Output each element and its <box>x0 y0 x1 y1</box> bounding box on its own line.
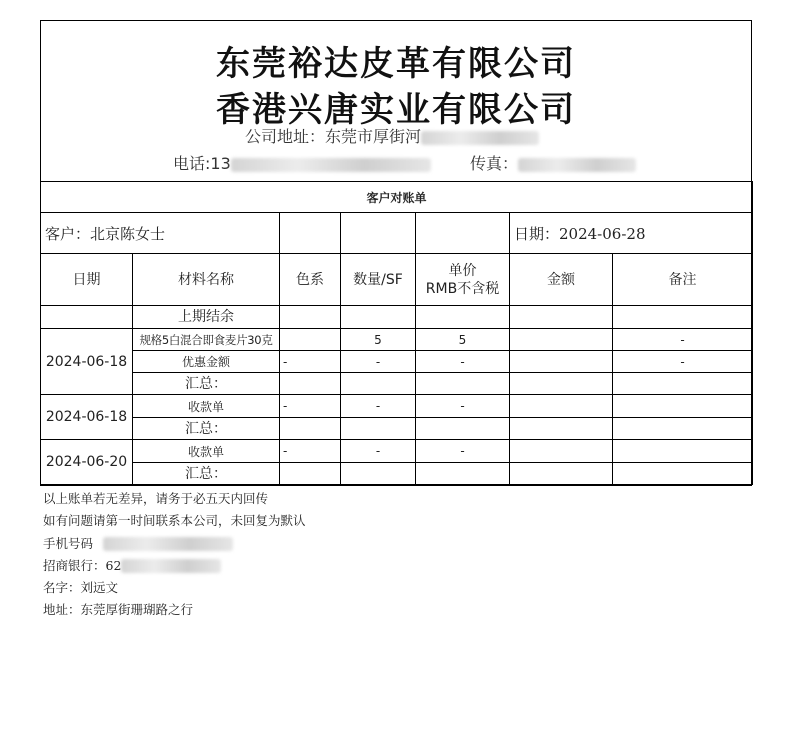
letterhead <box>40 20 752 181</box>
company-address <box>245 124 539 147</box>
table-cell <box>341 418 416 440</box>
table-cell <box>510 373 613 395</box>
table-cell <box>416 373 510 395</box>
header-blank <box>280 213 341 254</box>
note-address: 地址：东莞厚街珊瑚路之行 <box>43 602 194 618</box>
note-mobile <box>43 533 306 555</box>
receipt-price: - <box>416 440 510 463</box>
item-remark: - <box>613 329 753 351</box>
group2-date: 2024-06-18 <box>41 395 133 440</box>
table-cell <box>510 306 613 329</box>
fax-label: 传真： <box>470 154 519 173</box>
receipt-color: - <box>280 440 341 463</box>
table-cell <box>280 329 341 351</box>
table-cell <box>280 463 341 485</box>
table-cell <box>613 418 753 440</box>
receipt-qty: - <box>341 395 416 418</box>
receipt-color: - <box>280 395 341 418</box>
receipt-label: 收款单 <box>133 440 280 463</box>
note-confirm: 以上账单若无差异，请务于必五天内回传 <box>43 491 269 506</box>
subtotal-label: 汇总： <box>133 418 280 440</box>
redacted-address <box>421 131 539 145</box>
table-cell <box>613 463 753 485</box>
table-cell <box>280 418 341 440</box>
redacted-fax <box>518 158 636 172</box>
mobile-label: 手机号码 <box>43 535 94 551</box>
col-date: 日期 <box>41 254 133 306</box>
col-qty: 数量/SF <box>341 254 416 306</box>
customer-label: 客户：北京陈女士 <box>41 213 280 254</box>
table-cell <box>510 395 613 418</box>
table-cell <box>613 440 753 463</box>
prev-balance-label: 上期结余 <box>133 306 280 329</box>
company-name-1: 东莞裕达皮革有限公司 <box>216 44 576 84</box>
redacted-bank <box>121 559 221 573</box>
col-unit-price-line1: 单价 <box>448 262 477 279</box>
table-cell <box>510 418 613 440</box>
table-cell <box>510 440 613 463</box>
note-bank <box>43 555 306 577</box>
statement-date: 日期：2024-06-28 <box>510 213 753 254</box>
col-amount: 金额 <box>510 254 613 306</box>
phone-label: 电话:13 <box>173 154 231 173</box>
table-cell <box>341 463 416 485</box>
note-contact: 如有问题请第一时间联系本公司，未回复为默认 <box>43 513 306 529</box>
discount-label: 优惠金额 <box>133 351 280 373</box>
group1-date: 2024-06-18 <box>41 329 133 395</box>
statement-title: 客户对账单 <box>41 182 753 213</box>
note-name: 名字：刘远文 <box>43 580 119 596</box>
item-price: 5 <box>416 329 510 351</box>
header-blank <box>341 213 416 254</box>
redacted-phone <box>231 158 431 172</box>
item-name: 规格5白混合即食麦片30克 <box>133 329 280 351</box>
item-qty: 5 <box>341 329 416 351</box>
table-cell <box>613 306 753 329</box>
table-cell <box>280 373 341 395</box>
table-cell <box>510 329 613 351</box>
discount-color: - <box>280 351 341 373</box>
address-label: 公司地址：东莞市厚街河 <box>245 127 422 146</box>
bank-label: 招商银行：62 <box>43 557 122 573</box>
header-blank <box>416 213 510 254</box>
discount-qty: - <box>341 351 416 373</box>
company-name-2: 香港兴唐实业有限公司 <box>216 90 576 130</box>
receipt-label: 收款单 <box>133 395 280 418</box>
table-cell <box>41 306 133 329</box>
subtotal-label: 汇总： <box>133 373 280 395</box>
table-cell <box>613 395 753 418</box>
table-cell <box>510 351 613 373</box>
footer-notes <box>43 488 306 622</box>
table-cell <box>416 306 510 329</box>
receipt-qty: - <box>341 440 416 463</box>
col-material: 材料名称 <box>133 254 280 306</box>
statement-table <box>40 181 753 485</box>
col-color: 色系 <box>280 254 341 306</box>
table-cell <box>613 373 753 395</box>
group3-date: 2024-06-20 <box>41 440 133 485</box>
subtotal-label: 汇总： <box>133 463 280 485</box>
receipt-price: - <box>416 395 510 418</box>
table-cell <box>341 373 416 395</box>
col-unit-price-line2: RMB不含税 <box>425 280 500 297</box>
table-cell <box>416 463 510 485</box>
table-cell <box>416 418 510 440</box>
table-cell <box>510 463 613 485</box>
table-cell <box>341 306 416 329</box>
redacted-mobile <box>103 537 233 551</box>
col-unit-price <box>416 254 510 306</box>
company-phone <box>173 151 431 174</box>
discount-price: - <box>416 351 510 373</box>
company-fax <box>470 151 636 174</box>
table-cell <box>280 306 341 329</box>
col-remark: 备注 <box>613 254 753 306</box>
discount-remark: - <box>613 351 753 373</box>
